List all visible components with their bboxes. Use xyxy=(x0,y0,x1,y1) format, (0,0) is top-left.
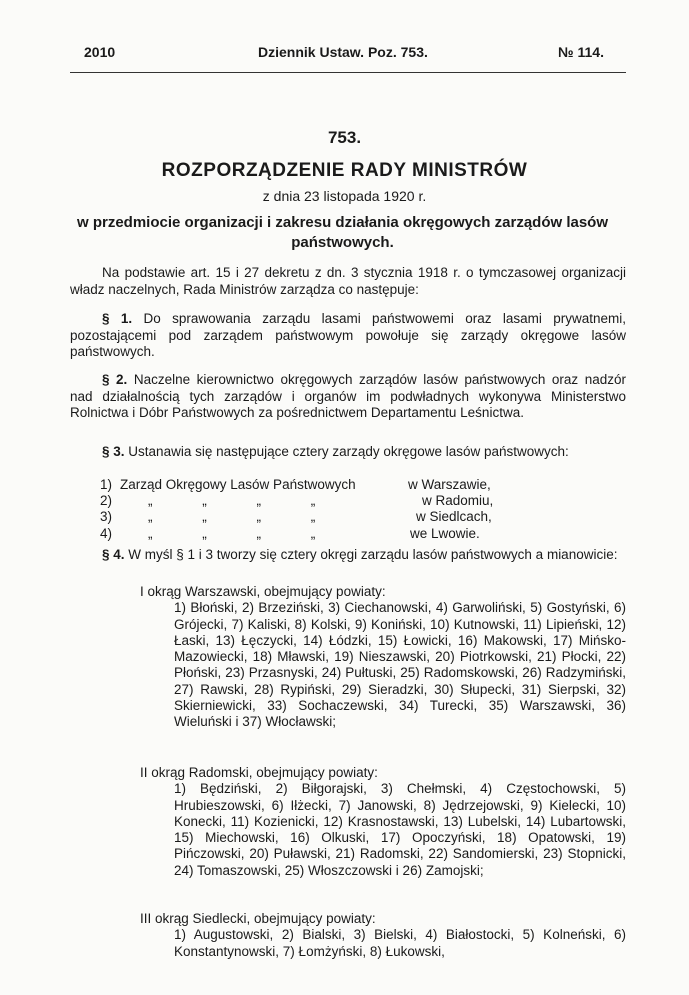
section-3-text: Ustanawia się następujące cztery zarządy okręgowe lasów państwowych: xyxy=(128,444,569,459)
section-2 xyxy=(70,372,626,422)
section-4-text: W myśl § 1 i 3 tworzy się cztery okręgi zarządu lasów państwowych a mianowicie: xyxy=(128,547,618,562)
section-1-text: Do sprawowania zarządu lasami państwowemi oraz lasami prywatnemi, pozostającemi pod zarządem państwowym powołuje się zarządy okręgowe lasów państwowych. xyxy=(70,311,626,359)
section-4 xyxy=(70,547,626,564)
section-2-text: Naczelne kierownictwo okręgowych zarządów lasów państwowych oraz nadzór nad działalnością tych zarządów i organów im podwładnych wykonywa Ministerstwo Rolnictwa i Dóbr Państwowych za pośrednictwem Departamentu Leśnictwa. xyxy=(70,372,626,420)
page-number: 2010 xyxy=(84,44,116,60)
list-item: 1) Zarząd Okręgowy Lasów Państwowych w Warszawie, xyxy=(100,477,491,492)
document-title: ROZPORZĄDZENIE RADY MINISTRÓW xyxy=(161,160,528,181)
district-radomski xyxy=(140,765,626,879)
district-label: III okrąg Siedlecki, obejmujący powiaty: xyxy=(140,911,376,926)
section-1-label: § 1. xyxy=(102,311,133,326)
section-1 xyxy=(70,311,626,361)
district-label: II okrąg Radomski, obejmujący powiaty: xyxy=(140,765,378,780)
subject-line: w przedmiocie organizacji i zakresu działania okręgowych zarządów lasów państwowych. xyxy=(77,214,608,251)
date-line: z dnia 23 listopada 1920 r. xyxy=(262,188,427,204)
list-item: 4) „ „ „ „ we Lwowie. xyxy=(100,525,480,541)
district-powiaty: 1) Augustowski, 2) Bialski, 3) Bielski, 4) Białostocki, 5) Kolneński, 6) Konstantynowski, 7) Łomżyński, 8) Łukowski, xyxy=(174,927,626,959)
list-item: 3) „ „ „ „ w Siedlcach, xyxy=(100,509,492,525)
preamble: Na podstawie art. 15 i 27 dekretu z dn. 3 stycznia 1918 r. o tymczasowej organizacji władz naczelnych, Rada Ministrów zarządza co następuje: xyxy=(70,265,626,297)
district-warszawski xyxy=(140,584,626,731)
section-2-label: § 2. xyxy=(102,372,128,387)
section-3 xyxy=(70,444,626,461)
running-header xyxy=(0,40,689,64)
section-4-label: § 4. xyxy=(102,547,125,562)
section-3-label: § 3. xyxy=(102,444,125,459)
district-siedlecki xyxy=(140,911,626,960)
header-rule xyxy=(70,72,626,73)
district-powiaty: 1) Będziński, 2) Biłgorajski, 3) Chełmski, 4) Częstochowski, 5) Hrubieszowski, 6) Iłżecki, 7) Janowski, 8) Jędrzejowski, 9) Kielecki, 10) Konecki, 11) Kozienicki, 12) Krasnostawski, 13) Lubelski, 14) Lubartowski, 15) Miechowski, 16) Olkuski, 17) Opoczyński, 18) Opatowski, 19) Pińczowski, 20) Puławski, 21) Radomski, 22) Sandomierski, 23) Stopnicki, 24) Tomaszowski, 25) Włoszczowski i 26) Zamojski; xyxy=(174,781,626,878)
item-number: 753. xyxy=(327,128,362,147)
publication-title: Dziennik Ustaw. Poz. 753. xyxy=(258,44,428,60)
issue-number: № 114. xyxy=(558,44,604,60)
district-label: I okrąg Warszawski, obejmujący powiaty: xyxy=(140,584,386,599)
list-item: 2) „ „ „ „ w Radomiu, xyxy=(100,493,494,509)
district-powiaty: 1) Błoński, 2) Brzeziński, 3) Ciechanowski, 4) Garwoliński, 5) Gostyński, 6) Grójecki, 7) Kaliski, 8) Kolski, 9) Koniński, 10) Kutnowski, 11) Lipieński, 12) Łaski, 13) Łęczycki, 14) Łódzki, 15) Łowicki, 16) Makowski, 17) Mińsko-Mazowiecki, 18) Mławski, 19) Nieszawski, 20) Piotrkowski, 21) Płocki, 22) Płoński, 23) Przasnyski, 24) Pułtuski, 25) Radomskowski, 26) Radzymiński, 27) Rawski, 28) Rypiński, 29) Sieradzki, 30) Słupecki, 31) Sierpski, 32) Skierniewicki, 33) Sochaczewski, 34) Turecki, 35) Warszawski, 36) Wieluński i 37) Włocławski; xyxy=(174,600,626,730)
section-3-list xyxy=(100,477,520,542)
